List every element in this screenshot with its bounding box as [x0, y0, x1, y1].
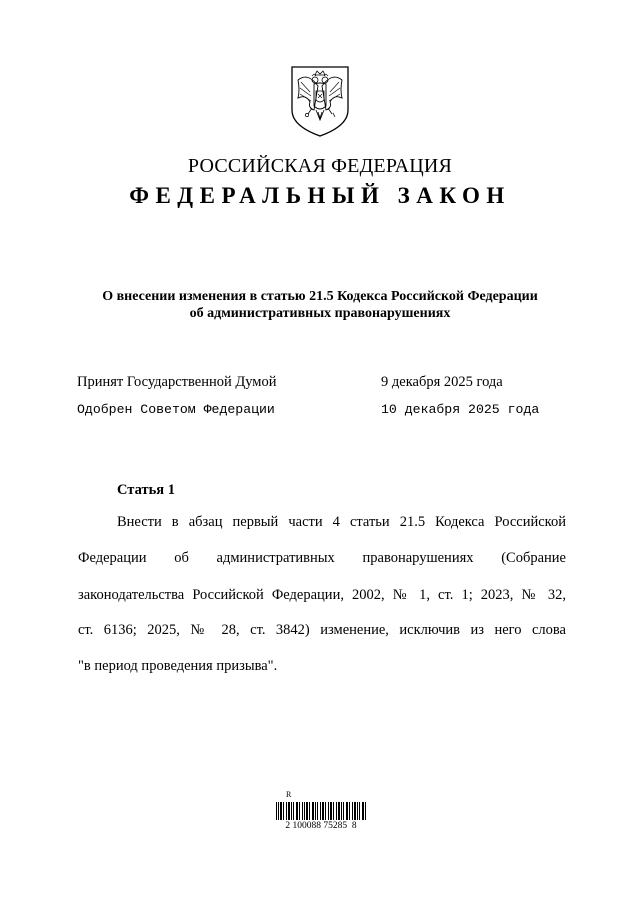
subject-line: О внесении изменения в статью 21.5 Кодекса Российской Федерации [102, 289, 538, 304]
document-type-title: ФЕДЕРАЛЬНЫЙ ЗАКОН [129, 183, 511, 208]
barcode-mark: R [286, 790, 292, 799]
article-text-line: законодательства Российской Федерации, 2002, № 1, ст. 1; 2023, № 32, [78, 587, 566, 603]
council-approval-label: Одобрен Советом Федерации [77, 402, 275, 417]
duma-adoption-label: Принят Государственной Думой [77, 374, 277, 390]
council-approval-date: 10 декабря 2025 года [381, 402, 540, 417]
duma-adoption-date: 9 декабря 2025 года [381, 374, 503, 390]
barcode-icon [276, 802, 366, 820]
law-subject-title [40, 288, 600, 322]
article-text-line: Внести в абзац первый части 4 статьи 21.5 Кодекса Российской [117, 514, 566, 530]
coat-of-arms-icon [288, 64, 352, 138]
article-text-line: Федерации об административных правонарушениях (Собрание [78, 550, 566, 566]
barcode-number: 2 100088 75285 8 [285, 821, 357, 831]
article-text-line: ст. 6136; 2025, № 28, ст. 3842) изменение, исключив из него слова [78, 622, 566, 638]
article-heading: Статья 1 [117, 482, 175, 498]
subject-line: об административных правонарушениях [189, 306, 451, 321]
country-name: РОССИЙСКАЯ ФЕДЕРАЦИЯ [187, 155, 453, 177]
article-text-line: "в период проведения призыва". [78, 658, 278, 674]
